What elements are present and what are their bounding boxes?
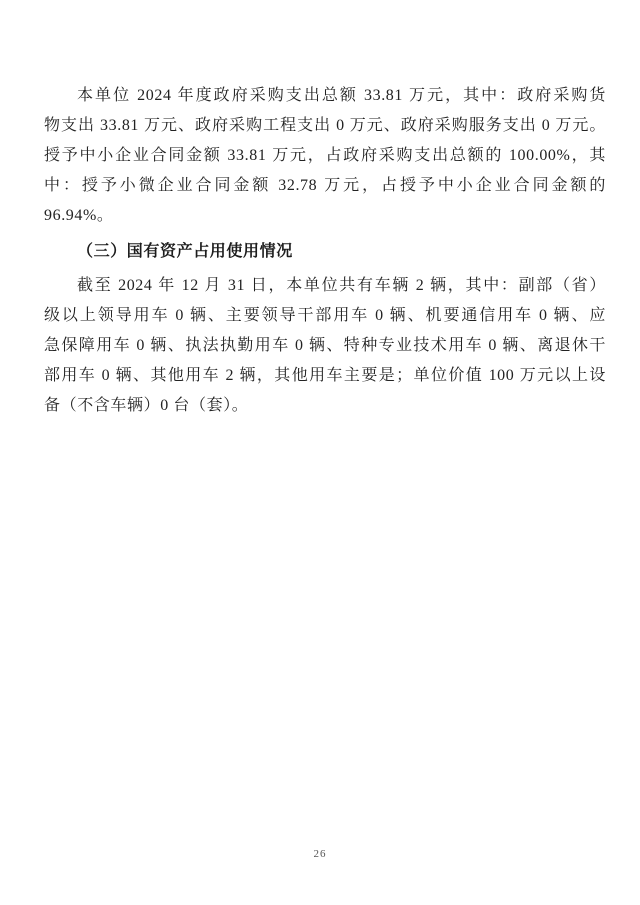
- paragraph-procurement-line: 96.94%。: [44, 207, 114, 224]
- paragraph-procurement-line: 中：授予小微企业合同金额 32.78 万元，占授予中小企业合同金额的: [44, 177, 606, 194]
- paragraph-procurement: [44, 81, 606, 231]
- paragraph-assets-line: 级以上领导用车 0 辆、主要领导干部用车 0 辆、机要通信用车 0 辆、应: [44, 307, 606, 324]
- paragraph-assets: [44, 271, 606, 421]
- paragraph-assets-line: 部用车 0 辆、其他用车 2 辆，其他用车主要是；单位价值 100 万元以上设: [44, 367, 606, 384]
- paragraph-assets-line: 备（不含车辆）0 台（套）。: [44, 397, 249, 414]
- paragraph-assets-line: 急保障用车 0 辆、执法执勤用车 0 辆、特种专业技术用车 0 辆、离退休干: [44, 337, 606, 354]
- paragraph-procurement-line: 物支出 33.81 万元、政府采购工程支出 0 万元、政府采购服务支出 0 万元。: [44, 117, 606, 134]
- section-heading: （三）国有资产占用使用情况: [77, 243, 293, 260]
- paragraph-procurement-line: 授予中小企业合同金额 33.81 万元，占政府采购支出总额的 100.00%，其: [44, 147, 606, 164]
- paragraph-procurement-line: 本单位 2024 年度政府采购支出总额 33.81 万元，其中：政府采购货: [77, 87, 606, 104]
- page-number: 26: [313, 848, 327, 860]
- paragraph-assets-line: 截至 2024 年 12 月 31 日，本单位共有车辆 2 辆，其中：副部（省）: [77, 277, 606, 294]
- document-content: [44, 81, 606, 421]
